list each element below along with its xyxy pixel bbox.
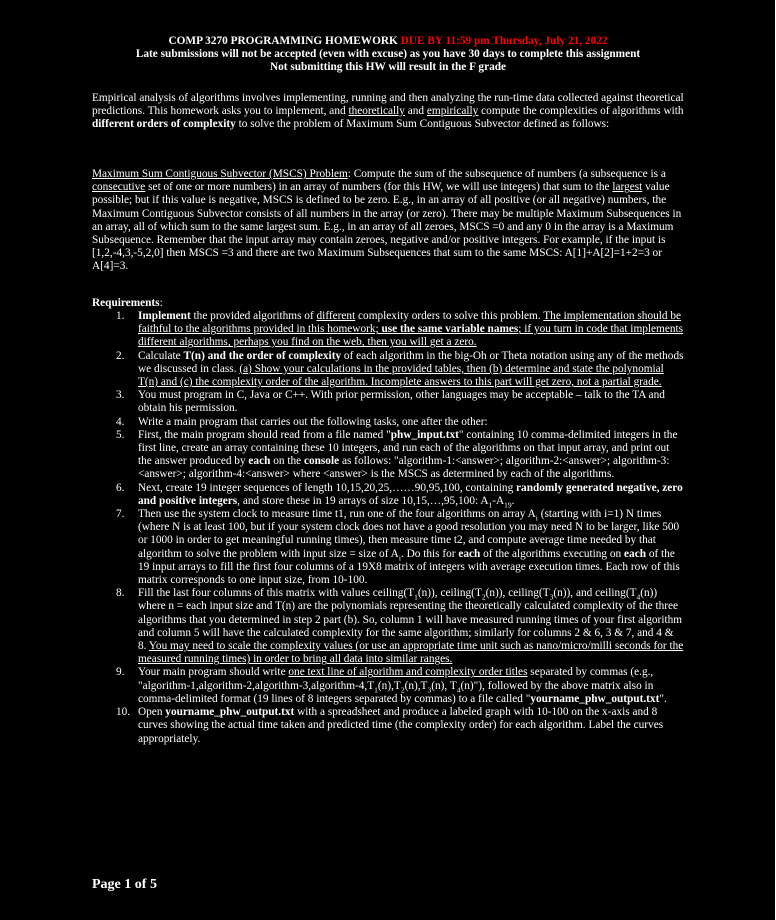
late-policy: Late submissions will not be accepted (even with excuse) as you have 30 days to complete this assignment <box>135 48 641 60</box>
list-item: 5. First, the main program should read from a file named "phw_input.txt" containing 10 comma-delimited integers in the first line, create an array containing these 10 integers, and run each of the algorithms on that input array, and print out the answer produced by each on the console as follows: "algorithm-1:<answer>; algorithm-2:<answer>; algorithm-3:<answer>; algorithm-4:<answer> where <answer> is the MSCS as determined by each of the algorithms. <box>116 428 678 481</box>
problem-definition: Maximum Sum Contiguous Subvector (MSCS) Problem: Compute the sum of the subsequence of numbers (a subsequence is a consecutive set of one or more numbers) in an array of numbers (for this HW, we will use integers) that sum to the largest value possible; but if this value is negative, MSCS is defined to be zero. E.g., in an array of all positive (or all negative) numbers, the Maximum Contiguous Subvector consists of all numbers in the array (or zero). There may be multiple Maximum Subsequences in an array, all of which sum to the same largest sum. E.g., in an array of all zeroes, MSCS =0 and any 0 in the array is a Maximum Subsequence. Remember that the input array may contain zeroes, negative and/or positive integers. For example, if the input is [1,2,-4,3,-5,2,0] then MSCS =3 and there are two Maximum Subsequences that sum to the same MSCS: A[1]+A[2]=1+2=3 or A[4]=3. <box>92 168 682 273</box>
page-number: Page 1 of 5 <box>92 877 157 892</box>
list-item: 9. Your main program should write one text line of algorithm and complexity order titles separated by commas (e.g., "$algorithm-1,algorithm-2,algorithm-3,algorithm-4,T_1(n),T_2(n),T_3(n)$, $T_4(n)$"), followed by the above matrix also in comma-delimited format (19 lines of 8 integers separated by commas) to a file called "yourname_phw_output.txt". <box>116 666 667 705</box>
list-item: 6. Next, create 19 integer sequences of length 10,15,20,25,……90,95,100, containing randomly generated negative, zero and positive integers, and store these in 19 arrays of size 10,15,…,95,100: $A_1-A_{19}$. <box>116 481 683 510</box>
list-item: 1. Implement the provided algorithms of different complexity orders to solve this problem. The implementation should be faithful to the algorithms provided in this homework; use the same variable names; if you turn in code that implements different algorithms, perhaps you find on the web, then you will get a zero. <box>116 310 684 349</box>
problem-heading: Maximum Sum Contiguous Subvector (MSCS) Problem <box>92 168 348 180</box>
list-item: 2. Calculate T(n) and the order of complexity of each algorithm in the big-Oh or Theta notation using any of the methods we discussed in class. (a) Show your calculations in the provided tables, then (b) determine and state the polynomial T(n) and (c) the complexity order of the algorithm. Incomplete answers to this part will get zero, not a partial grade. <box>116 349 684 389</box>
list-item: 3. You must program in C, Java or C++. With prior permission, other languages may be acceptable – talk to the TA and obtain his permission. <box>116 389 665 415</box>
grade-warning: Not submitting this HW will result in the F grade <box>269 61 507 73</box>
requirements-list <box>116 310 684 746</box>
list-item: 10. Open yourname_phw_output.txt with a spreadsheet and produce a labeled graph with 10-100 on the x-axis and 8 curves showing the actual time taken and predicted time (the complexity order) for each algorithm. Label the curves appropriately. <box>116 706 664 745</box>
intro-paragraph: Empirical analysis of algorithms involves implementing, running and then analyzing the run-time data collected against theoretical predictions. This homework asks you to implement, and theoretically and empirically compute the complexities of algorithms with different orders of complexity to solve the problem of Maximum Sum Contiguous Subvector defined as follows: <box>92 92 684 131</box>
requirements-heading: Requirements: <box>92 297 163 309</box>
list-item: 8. Fill the last four columns of this matrix with values $ceiling(T_1(n))$, $ceiling(T_2(n))$, $ceiling(T_3(n))$, and $ceiling(T_4(n))$ where n = each input size and T(n) are the polynomials representing the theoretically calculated complexity of the three algorithms that you determined in step 2 part (b). So, column 1 will have measured running times of your first algorithm and column 5 will have the calculated complexity for the same algorithm; similarly for columns 2 & 6, 3 & 7, and 4 & 8. You may need to scale the complexity values (or use an appropriate time unit such as nano/micro/milli seconds for the measured running times) in order to bring all data into similar ranges. <box>116 587 684 666</box>
list-item: 7. Then use the system clock to measure time t1, run one of the four algorithms on array $A_i$ (starting with i=1) N times (where N is at least 100, but if your system clock does not have a good resolution you may need N to be larger, like 500 or 1000 in order to get meaningful running times), then measure time t2, and compute average time needed by that algorithm to solve the problem with input size = size of $A_i$. Do this for each of the algorithms executing on each of the 19 input arrays to fill the first four columns of a 19X8 matrix of integers with average execution times. Each row of this matrix corresponds to one input size, from 10-100. <box>116 508 680 587</box>
assignment-title: COMP 3270 PROGRAMMING HOMEWORK DUE BY 11:59 pm Thursday, July 21, 2022 <box>168 35 608 47</box>
due-date: DUE BY 11:59 pm Thursday, July 21, 2022 <box>400 35 608 47</box>
list-item: 4. Write a main program that carries out the following tasks, one after the other: <box>116 415 488 428</box>
